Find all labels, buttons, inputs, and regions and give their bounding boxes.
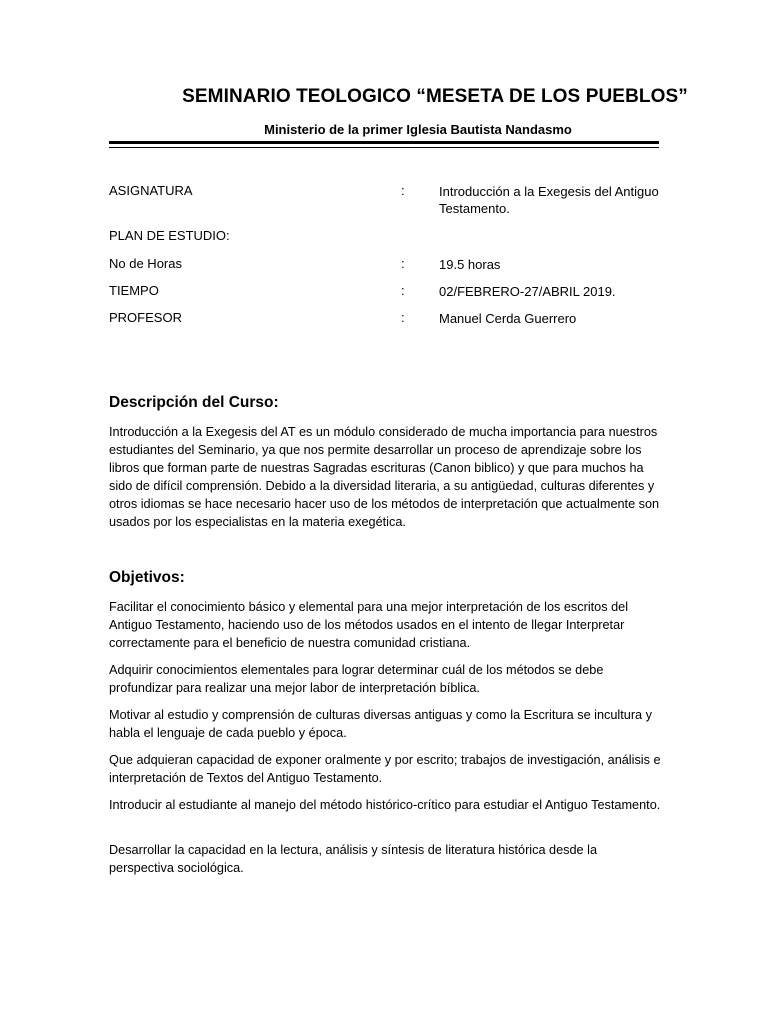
info-label: TIEMPO — [109, 283, 159, 298]
info-row-horas — [109, 256, 669, 276]
description-heading: Descripción del Curso: — [109, 394, 279, 411]
info-value: 19.5 horas — [439, 257, 501, 272]
info-colon: : — [401, 183, 405, 198]
info-colon: : — [401, 256, 405, 271]
objective-item: Facilitar el conocimiento básico y elemental para una mejor interpretación de los escritos del Antiguo Testamento, haciendo uso de los métodos usados en el intento de llegar Interpretar correctamente para el beneficio de nuestra comunidad cristiana. — [109, 600, 629, 650]
info-value: 02/FEBRERO-27/ABRIL 2019. — [439, 284, 616, 299]
objective-item: Desarrollar la capacidad en la lectura, análisis y síntesis de literatura histórica desde la perspectiva sociológica. — [109, 843, 598, 875]
info-colon: : — [401, 283, 405, 298]
document-title: SEMINARIO TEOLOGICO “MESETA DE LOS PUEBLOS” — [182, 86, 688, 107]
document-subtitle: Ministerio de la primer Iglesia Bautista Nandasmo — [264, 122, 572, 137]
info-label: No de Horas — [109, 256, 182, 271]
description-text: Introducción a la Exegesis del AT es un módulo considerado de mucha importancia para nuestros estudiantes del Seminario, ya que nos permite desarrollar un proceso de aprendizaje sobre los libros que forman parte de nuestras Sagradas escrituras (Canon biblico) y que para muchos ha sido de difícil comprensión. Debido a la diversidad literaria, a su antigüedad, culturas diferentes y otros idiomas se hace necesario hacer uso de los métodos de interpretación que actualmente son usados por los especialistas en la materia exegética. — [109, 425, 660, 529]
objective-item: Adquirir conocimientos elementales para lograr determinar cuál de los métodos se debe profundizar para realizar una mejor labor de interpretación bíblica. — [109, 663, 604, 695]
info-label: ASIGNATURA — [109, 183, 193, 198]
info-value: Manuel Cerda Guerrero — [439, 311, 577, 326]
info-label: PROFESOR — [109, 310, 182, 325]
header-rule-thick — [109, 141, 659, 144]
header-rule-thin — [109, 147, 659, 148]
info-label: PLAN DE ESTUDIO: — [109, 228, 230, 243]
info-row-tiempo — [109, 283, 669, 303]
objective-item: Motivar al estudio y comprensión de culturas diversas antiguas y como la Escritura se incultura y habla el lenguaje de cada pueblo y época. — [109, 708, 652, 740]
objectives-heading: Objetivos: — [109, 569, 185, 586]
info-value: Introducción a la Exegesis del Antiguo Testamento. — [439, 184, 659, 216]
objective-item: Que adquieran capacidad de exponer oralmente y por escrito; trabajos de investigación, análisis e interpretación de Textos del Antiguo Testamento. — [109, 753, 661, 785]
info-colon: : — [401, 310, 405, 325]
objective-item: Introducir al estudiante al manejo del método histórico-crítico para estudiar el Antiguo Testamento. — [109, 798, 661, 812]
info-row-plan-de-estudio — [109, 228, 669, 248]
info-row-profesor — [109, 310, 669, 330]
info-row-asignatura — [109, 183, 669, 216]
